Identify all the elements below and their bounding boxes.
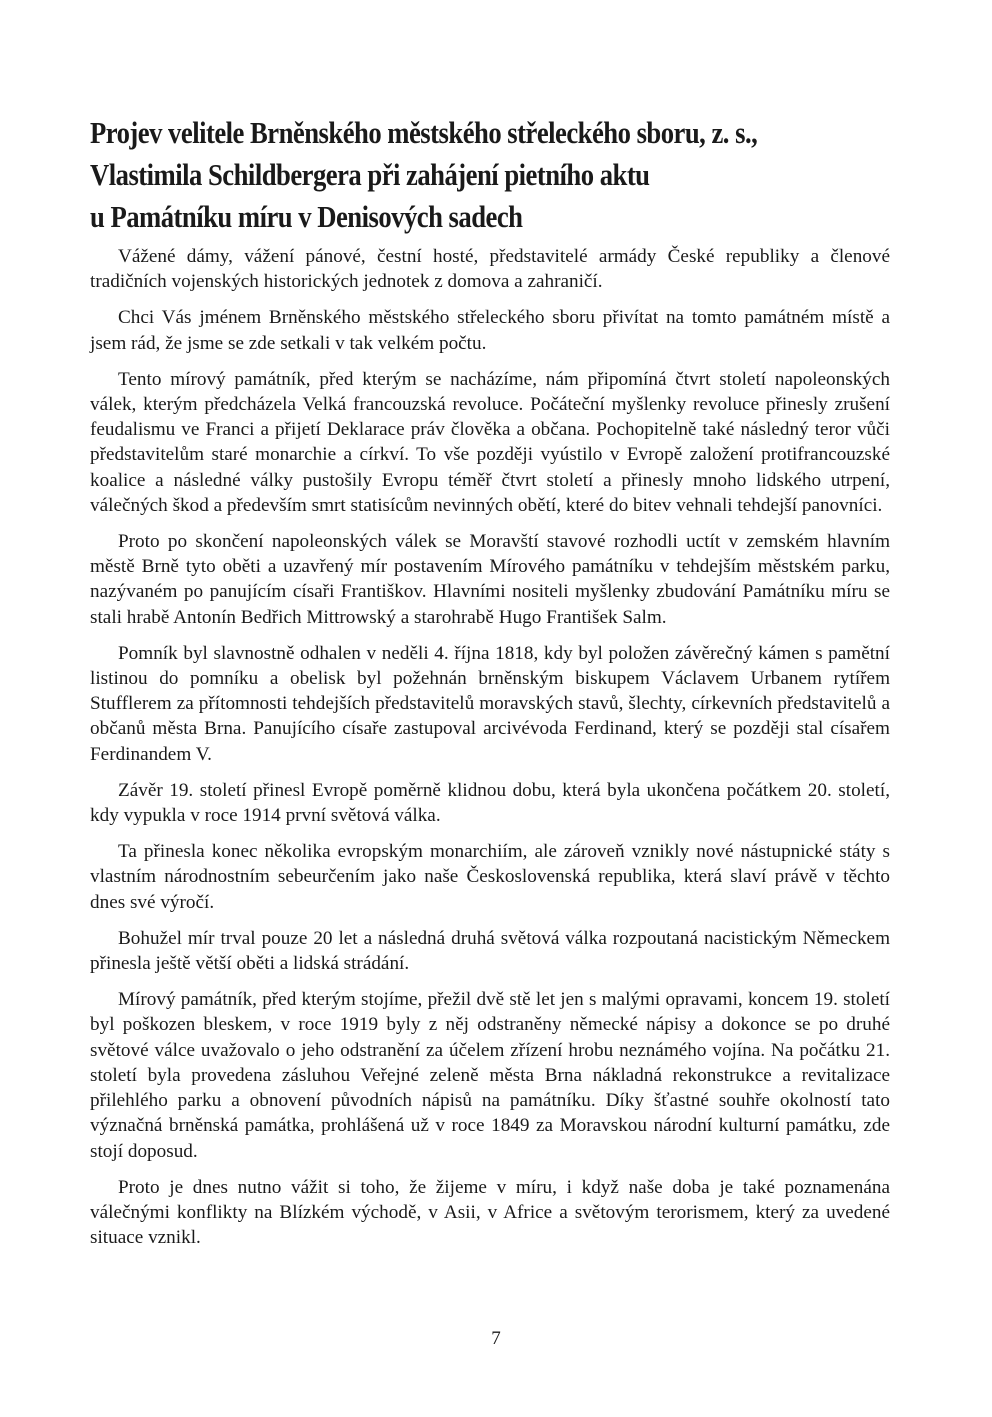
speech-title — [90, 112, 888, 238]
paragraph-welcome: Chci Vás jménem Brněnského městského střeleckého sboru přivítat na tomto památném místě a jsem rád, že jsme se zde setkali v tak velkém počtu. — [90, 307, 890, 354]
paragraph-napoleonic-wars: Tento mírový památník, před kterým se nacházíme, nám připomíná čtvrt století napoleonských válek, kterým předcházela Velká francouzská revoluce. Počáteční myšlenky revoluce přinesly zrušení feudalismu ve Franci a přijetí Deklarace práv člověka a občana. Pochopitelně také následný teror vůči představitelům staré monarchie a církví. To vše později vyústilo v Evropě založení protifrancouzské koalice a následné války pustošily Evropu téměř čtvrt století a přinesly mnoho lidského utrpení, válečných škod a především smrt statisícům nevinných obětí, které do bitev vehnali tehdejší panovníci. — [90, 368, 890, 516]
paragraph-unveiling: Pomník byl slavnostně odhalen v neděli 4. října 1818, kdy byl položen závěrečný kámen s pamětní listinou do pomníku a obelisk byl požehnán brněnským biskupem Václavem Urbanem rytířem Stufflerem za přítomnosti tehdejších představitelů moravských stavů, šlechty, církevních představitelů a občanů města Brna. Panujícího císaře zastupoval arcivévoda Ferdinand, který se později stal císařem Ferdinandem V. — [90, 642, 890, 765]
paragraph-ww1-outcome: Ta přinesla konec několika evropským monarchiím, ale zároveň vznikly nové nástupnické státy s vlastním národnostním sebeurčením jako naše Československá republika, která slaví právě v těchto dnes své výročí. — [90, 841, 890, 913]
paragraph-monument-history: Mírový památník, před kterým stojíme, přežil dvě stě let jen s malými opravami, koncem 19. století byl poškozen bleskem, v roce 1919 byly z něj odstraněny německé nápisy a dokonce se po druhé světové válce uvažovalo o jeho odstranění za účelem zřízení hrobu neznámého vojína. Na počátku 21. století byla provedena zásluhou Veřejné zeleně města Brna nákladná rekonstrukce a revitalizace přilehlého parku a obnovení původních nápisů na památníku. Díky šťastné souhře okolností tato význačná brněnská památka, prohlášená už v roce 1849 za Moravskou národní kulturní památku, zde stojí doposud. — [90, 989, 890, 1162]
page-number: 7 — [491, 1328, 501, 1349]
paragraph-monument-origin: Proto po skončení napoleonských válek se Moravští stavové rozhodli uctít v zemském hlavním městě Brně tyto oběti a uzavřený mír postavením Mírového památníku v tehdejším městském parku, nazývaném po panujícím císaři Františkov. Hlavními nositeli myšlenky zbudování Památníku míru se stali hrabě Antonín Bedřich Mittrowský a starohrabě Hugo František Salm. — [90, 531, 890, 628]
title-line-3: u Památníku míru v Denisových sadech — [90, 199, 523, 234]
title-line-1: Projev velitele Brněnského městského střeleckého sboru, z. s., — [90, 115, 758, 150]
paragraph-greeting: Vážené dámy, vážení pánové, čestní hosté, představitelé armády České republiky a členové tradičních vojenských historických jednotek z domova a zahraničí. — [90, 246, 890, 293]
document-page — [90, 112, 890, 1261]
paragraph-19th-century: Závěr 19. století přinesl Evropě poměrně klidnou dobu, která byla ukončena počátkem 20. století, kdy vypukla v roce 1914 první světová válka. — [90, 779, 890, 827]
paragraph-closing: Proto je dnes nutno vážit si toho, že žijeme v míru, i když naše doba je také poznamenána válečnými konflikty na Blízkém východě, v Asii, v Africe a světovým terorismem, který za uvedené situace vznikl. — [90, 1176, 890, 1249]
title-line-2: Vlastimila Schildbergera při zahájení pietního aktu — [90, 157, 650, 192]
paragraph-ww2: Bohužel mír trval pouze 20 let a následná druhá světová válka rozpoutaná nacistickým Německem přinesla ještě větší oběti a lidská strádání. — [90, 927, 890, 975]
